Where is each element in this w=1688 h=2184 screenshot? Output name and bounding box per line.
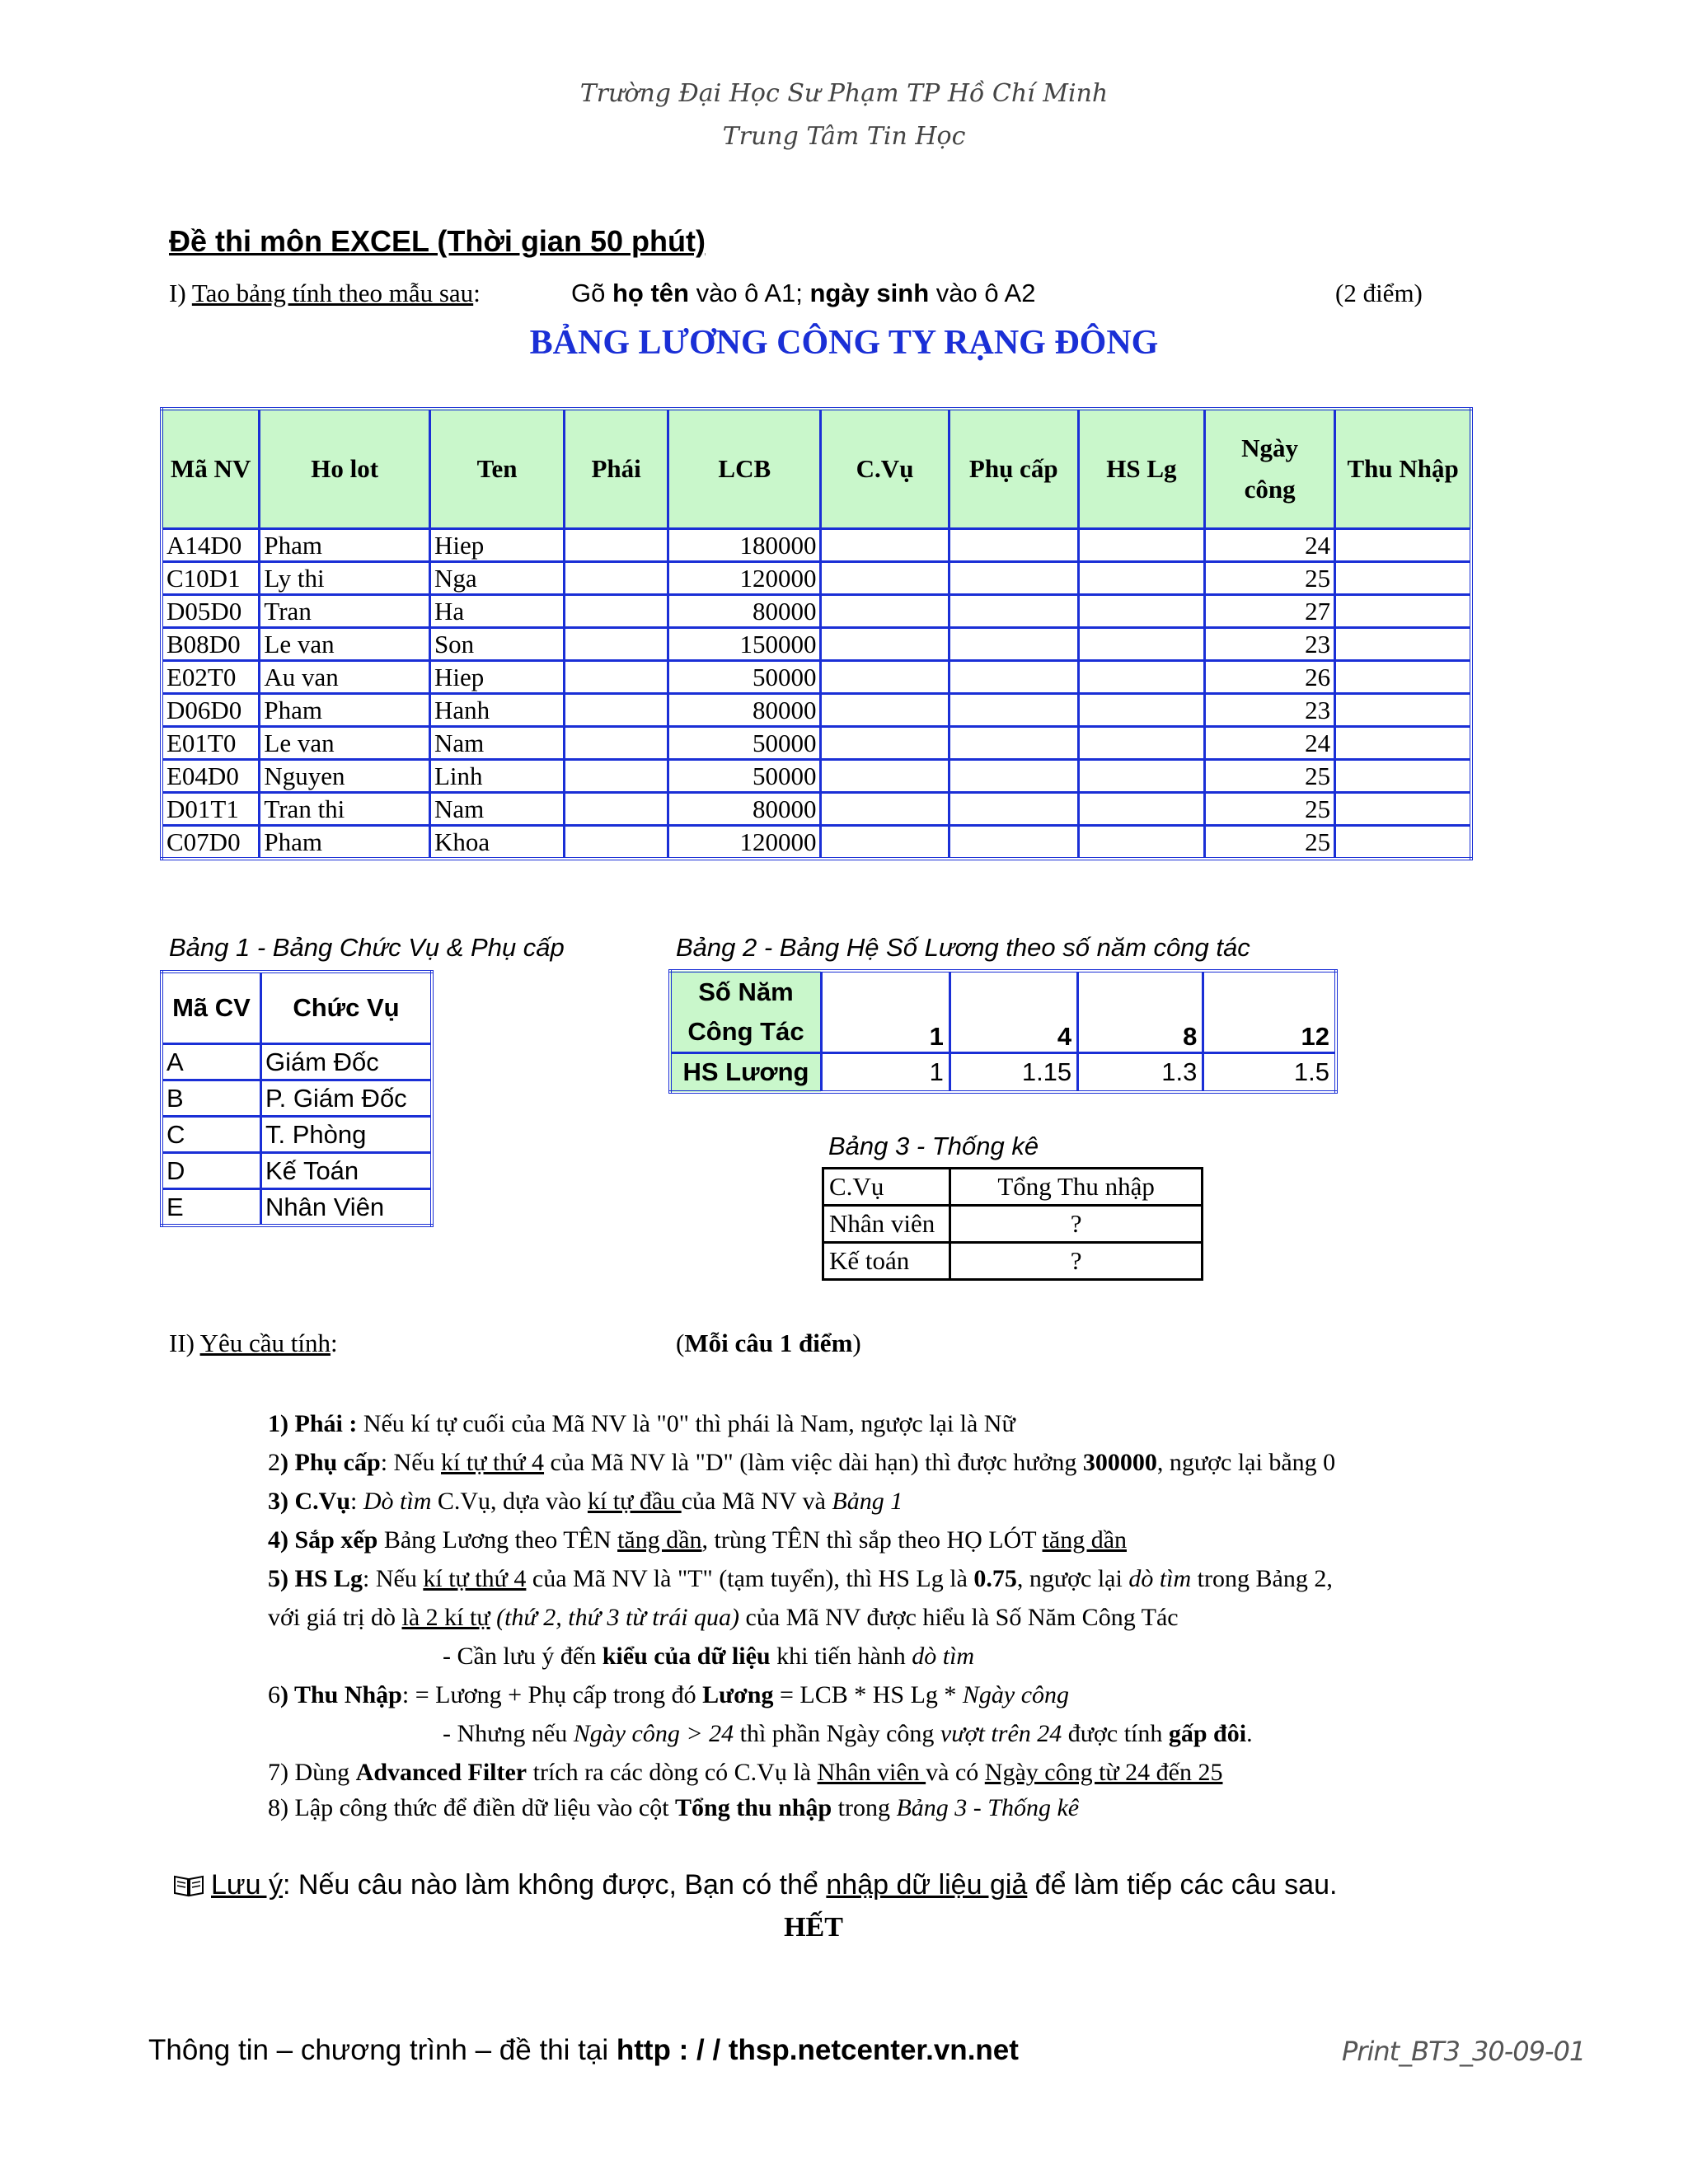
table-cell: E01T0	[162, 727, 260, 760]
column-header: Phụ cấp	[949, 409, 1078, 529]
table-cell: E04D0	[162, 760, 260, 793]
table-cell: Au van	[260, 661, 430, 694]
table-cell: 80000	[668, 793, 821, 826]
table-cell	[565, 727, 668, 760]
table-cell	[1078, 562, 1204, 595]
requirement-5: 5) HS Lg: Nếu kí tự thứ 4 của Mã NV là "T" (tạm tuyển), thì HS Lg là 0.75, ngược lại dò tìm trong Bảng 2,	[268, 1565, 1333, 1592]
table-cell: 27	[1204, 595, 1334, 628]
table-cell	[949, 760, 1078, 793]
table-cell: 150000	[668, 628, 821, 661]
table-cell	[565, 661, 668, 694]
table-row	[162, 727, 1471, 760]
table-cell	[1078, 628, 1204, 661]
table-cell	[1078, 595, 1204, 628]
table-cell	[949, 793, 1078, 826]
table-cell	[821, 694, 949, 727]
table-cell	[821, 529, 949, 562]
column-header: Chức Vụ	[260, 972, 432, 1044]
institution-name: Trường Đại Học Sư Phạm TP Hồ Chí Minh	[579, 79, 1109, 108]
table-cell	[565, 793, 668, 826]
table-cell	[1078, 826, 1204, 860]
column-header: C.Vụ	[821, 409, 949, 529]
table-row	[162, 562, 1471, 595]
table-row	[162, 694, 1471, 727]
bang2-caption: Bảng 2 - Bảng Hệ Số Lương theo số năm công tác	[676, 933, 1250, 962]
bang2-table	[668, 969, 1338, 1094]
table-cell: Tran	[260, 595, 430, 628]
table-cell: 25	[1204, 760, 1334, 793]
table-cell: Hiep	[429, 661, 564, 694]
table-cell	[821, 826, 949, 860]
table-body	[162, 1044, 432, 1226]
table-cell: 25	[1204, 826, 1334, 860]
table-row	[162, 595, 1471, 628]
table-cell	[821, 727, 949, 760]
table-row	[162, 529, 1471, 562]
table-cell	[821, 793, 949, 826]
table-cell: Khoa	[429, 826, 564, 860]
table-header-row	[162, 409, 1471, 529]
table-cell	[1335, 562, 1471, 595]
table-cell: 50000	[668, 760, 821, 793]
requirement-5-note: - Cần lưu ý đến kiểu của dữ liệu khi tiến hành dò tìm	[443, 1643, 975, 1670]
table-cell: E02T0	[162, 661, 260, 694]
row-label-line: Công Tác	[687, 1017, 804, 1046]
part2-label: II) Yêu cầu tính:	[169, 1329, 338, 1357]
row-label	[670, 971, 821, 1053]
table-cell: 80000	[668, 694, 821, 727]
table-cell	[949, 727, 1078, 760]
table-cell: B	[162, 1080, 260, 1117]
table-cell: 1	[821, 971, 950, 1053]
table-title: BẢNG LƯƠNG CÔNG TY RẠNG ĐÔNG	[529, 324, 1159, 362]
requirement-1: 1) Phái : Nếu kí tự cuối của Mã NV là "0" thì phái là Nam, ngược lại là Nữ	[268, 1410, 1015, 1437]
table-cell: Son	[429, 628, 564, 661]
table-cell	[821, 760, 949, 793]
table-cell	[1078, 529, 1204, 562]
bang1-caption: Bảng 1 - Bảng Chức Vụ & Phụ cấp	[169, 933, 565, 962]
table-cell: B08D0	[162, 628, 260, 661]
table-row	[162, 793, 1471, 826]
table-cell: C	[162, 1117, 260, 1153]
table-cell: Nhân Viên	[260, 1189, 432, 1226]
table-cell: A14D0	[162, 529, 260, 562]
table-cell	[1335, 529, 1471, 562]
table-cell: Nam	[429, 793, 564, 826]
table-cell	[565, 628, 668, 661]
table-row	[162, 1044, 432, 1080]
table-cell: Pham	[260, 529, 430, 562]
table-cell: D	[162, 1153, 260, 1189]
print-code: Print_BT3_30-09-01	[1342, 2036, 1586, 2067]
table-cell: A	[162, 1044, 260, 1080]
table-cell: Le van	[260, 727, 430, 760]
table-row	[670, 971, 1336, 1053]
table-cell	[565, 595, 668, 628]
column-header: Ho lot	[260, 409, 430, 529]
table-cell	[1078, 727, 1204, 760]
table-cell: 8	[1078, 971, 1203, 1053]
table-cell	[949, 826, 1078, 860]
table-cell	[1078, 760, 1204, 793]
table-cell	[1078, 694, 1204, 727]
table-row	[823, 1243, 1203, 1280]
table-cell: 24	[1204, 529, 1334, 562]
table-cell: Pham	[260, 826, 430, 860]
table-cell: Hiep	[429, 529, 564, 562]
column-header: Phái	[565, 409, 668, 529]
table-row	[670, 1053, 1336, 1093]
table-cell	[949, 661, 1078, 694]
note	[173, 1869, 1337, 1905]
table-row	[823, 1206, 1203, 1243]
requirement-4: 4) Sắp xếp Bảng Lương theo TÊN tăng dần, trùng TÊN thì sắp theo HỌ LÓT tăng dần	[268, 1526, 1128, 1554]
column-header: LCB	[668, 409, 821, 529]
requirement-3: 3) C.Vụ: Dò tìm C.Vụ, dựa vào kí tự đầu của Mã NV và Bảng 1	[268, 1488, 903, 1515]
table-cell: Linh	[429, 760, 564, 793]
table-cell	[1335, 793, 1471, 826]
table-cell	[565, 529, 668, 562]
table-cell	[821, 628, 949, 661]
column-header: Ngày công	[1204, 409, 1334, 529]
row-label-line: Số Năm	[698, 977, 794, 1006]
note-text: : Nếu câu nào làm không được, Bạn có thể	[283, 1869, 827, 1900]
table-cell	[949, 628, 1078, 661]
table-row	[162, 1189, 432, 1226]
table-row	[162, 628, 1471, 661]
table-cell: 80000	[668, 595, 821, 628]
requirement-7: 7) Dùng Advanced Filter trích ra các dòng có C.Vụ là Nhân viên và có Ngày công từ 24 đến 25	[268, 1759, 1223, 1786]
column-header: C.Vụ	[823, 1169, 950, 1206]
table-cell	[565, 562, 668, 595]
table-cell: 50000	[668, 661, 821, 694]
column-header: Tổng Thu nhập	[950, 1169, 1203, 1206]
table-cell	[1335, 760, 1471, 793]
table-cell: 50000	[668, 727, 821, 760]
table-body	[823, 1206, 1203, 1280]
table-cell: 12	[1203, 971, 1336, 1053]
footer-text: Thông tin – chương trình – đề thi tại http : / / thsp.netcenter.vn.net	[148, 2034, 1019, 2066]
table-cell: Nguyen	[260, 760, 430, 793]
table-cell: Kế Toán	[260, 1153, 432, 1189]
table-cell: 120000	[668, 826, 821, 860]
table-cell: D06D0	[162, 694, 260, 727]
table-cell: Ha	[429, 595, 564, 628]
table-cell: 25	[1204, 793, 1334, 826]
table-cell: 25	[1204, 562, 1334, 595]
table-cell: 23	[1204, 694, 1334, 727]
table-cell	[565, 826, 668, 860]
table-cell	[821, 562, 949, 595]
table-cell: Nhân viên	[823, 1206, 950, 1243]
table-cell	[1335, 694, 1471, 727]
table-cell: 120000	[668, 562, 821, 595]
exam-title: Đề thi môn EXCEL (Thời gian 50 phút)	[169, 224, 706, 258]
table-cell	[565, 760, 668, 793]
requirement-2: 2) Phụ cấp: Nếu kí tự thứ 4 của Mã NV là "D" (làm việc dài hạn) thì được hưởng 300000, ngược lại bằng 0	[268, 1449, 1336, 1476]
table-cell	[1335, 826, 1471, 860]
table-cell: 23	[1204, 628, 1334, 661]
table-cell: 1	[821, 1053, 950, 1093]
table-cell: 180000	[668, 529, 821, 562]
note-text: để làm tiếp các câu sau.	[1027, 1869, 1338, 1900]
column-header: Ten	[429, 409, 564, 529]
table-cell: Le van	[260, 628, 430, 661]
table-cell: Hanh	[429, 694, 564, 727]
table-cell: D05D0	[162, 595, 260, 628]
table-cell: Nam	[429, 727, 564, 760]
table-cell: ?	[950, 1243, 1203, 1280]
table-cell	[949, 595, 1078, 628]
part2-points: (Mỗi câu 1 điểm)	[676, 1329, 861, 1357]
table-cell: Pham	[260, 694, 430, 727]
table-cell	[821, 595, 949, 628]
part1-instruction: Gõ họ tên vào ô A1; ngày sinh vào ô A2	[571, 279, 1036, 307]
bang1-table	[160, 970, 434, 1227]
table-header-row	[162, 972, 432, 1044]
table-cell: 4	[950, 971, 1077, 1053]
table-cell	[1335, 628, 1471, 661]
part1-label: I) Tao bảng tính theo mẫu sau:	[169, 279, 481, 307]
column-header: Thu Nhập	[1335, 409, 1471, 529]
table-body	[162, 529, 1471, 860]
table-row	[162, 1080, 432, 1117]
table-row	[162, 1117, 432, 1153]
requirement-6-note: - Nhưng nếu Ngày công > 24 thì phần Ngày công vượt trên 24 được tính gấp đôi.	[443, 1720, 1253, 1747]
table-cell	[1078, 661, 1204, 694]
requirement-5-cont: với giá trị dò là 2 kí tự (thứ 2, thứ 3 từ trái qua) của Mã NV được hiểu là Số Năm Công Tác	[268, 1604, 1179, 1631]
table-cell	[565, 694, 668, 727]
part1-points: (2 điểm)	[1335, 279, 1423, 307]
table-cell: 24	[1204, 727, 1334, 760]
row-label: HS Lương	[670, 1053, 821, 1093]
table-cell: D01T1	[162, 793, 260, 826]
table-cell	[1335, 727, 1471, 760]
table-cell: Tran thi	[260, 793, 430, 826]
center-name: Trung Tâm Tin Học	[722, 122, 966, 151]
table-cell: ?	[950, 1206, 1203, 1243]
table-cell	[1078, 793, 1204, 826]
table-cell	[949, 694, 1078, 727]
table-cell: Kế toán	[823, 1243, 950, 1280]
table-cell	[821, 661, 949, 694]
column-header: Mã NV	[162, 409, 260, 529]
bang3-table	[822, 1167, 1203, 1281]
note-emphasis: nhập dữ liệu giả	[826, 1869, 1028, 1900]
table-cell: Nga	[429, 562, 564, 595]
table-cell: Giám Đốc	[260, 1044, 432, 1080]
requirement-8: 8) Lập công thức để điền dữ liệu vào cột Tổng thu nhập trong Bảng 3 - Thống kê	[268, 1794, 1080, 1821]
table-cell: P. Giám Đốc	[260, 1080, 432, 1117]
table-cell: 1.15	[950, 1053, 1077, 1093]
table-cell	[1335, 661, 1471, 694]
note-label: Lưu ý	[211, 1869, 284, 1900]
table-row	[162, 826, 1471, 860]
bang3-caption: Bảng 3 - Thống kê	[828, 1132, 1039, 1160]
requirement-6: 6) Thu Nhập: = Lương + Phụ cấp trong đó Lương = LCB * HS Lg * Ngày công	[268, 1681, 1070, 1708]
table-cell: E	[162, 1189, 260, 1226]
salary-table	[160, 407, 1473, 860]
table-cell: C07D0	[162, 826, 260, 860]
table-cell: 26	[1204, 661, 1334, 694]
table-cell: 1.3	[1078, 1053, 1203, 1093]
table-row	[162, 1153, 432, 1189]
table-cell: T. Phòng	[260, 1117, 432, 1153]
table-cell	[1335, 595, 1471, 628]
table-cell: Ly thi	[260, 562, 430, 595]
table-header-row	[823, 1169, 1203, 1206]
book-icon	[173, 1872, 204, 1905]
end-marker: HẾT	[784, 1912, 843, 1943]
table-cell	[949, 529, 1078, 562]
footer-url[interactable]: http : / / thsp.netcenter.vn.net	[616, 2034, 1019, 2066]
column-header: Mã CV	[162, 972, 260, 1044]
table-row	[162, 760, 1471, 793]
column-header: HS Lg	[1078, 409, 1204, 529]
table-row	[162, 661, 1471, 694]
table-cell: 1.5	[1203, 1053, 1336, 1093]
table-cell	[949, 562, 1078, 595]
table-cell: C10D1	[162, 562, 260, 595]
